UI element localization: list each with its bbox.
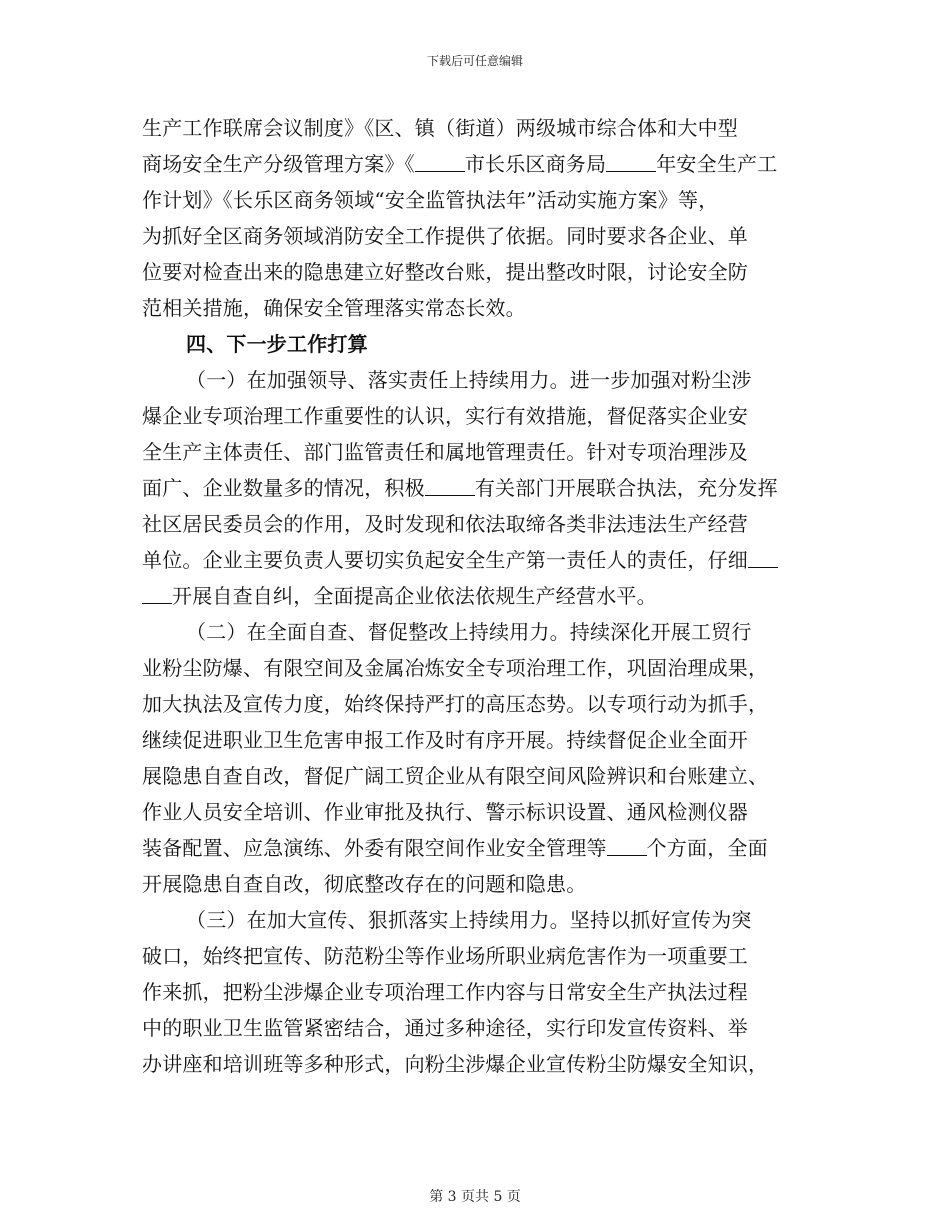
page-footer: 第 3 页共 5 页	[429, 1189, 521, 1205]
text-line: 作来抓，把粉尘涉爆企业专项治理工作内容与日常安全生产执法过程	[142, 980, 748, 1004]
text-line: 社区居民委员会的作用，及时发现和依法取缔各类非法违法生产经营	[142, 512, 748, 536]
text-line: 单位。企业主要负责人要切实负起安全生产第一责任人的责任，仔细	[142, 542, 808, 578]
text-line: 全生产主体责任、部门监管责任和属地管理责任。针对专项治理涉及	[142, 440, 748, 464]
text-line: 继续促进职业卫生危害申报工作及时有序开展。持续督促企业全面开	[142, 728, 748, 752]
blank-underline	[142, 585, 172, 604]
blank-underline	[415, 153, 465, 172]
text-line: 展隐患自查自改，督促广阔工贸企业从有限空间风险辨识和台账建立、	[142, 764, 769, 788]
text-line: 位要对检查出来的隐患建立好整改台账，提出整改时限，讨论安全防	[142, 260, 748, 284]
text-line: （二）在全面自查、督促整改上持续用力。持续深化开展工贸行	[186, 620, 752, 644]
text-line: 生产工作联席会议制度》《区、镇（街道）两级城市综合体和大中型	[142, 116, 738, 140]
document-body	[142, 110, 808, 1082]
text-line: 业粉尘防爆、有限空间及金属冶炼安全专项治理工作，巩固治理成果，	[142, 656, 769, 680]
section-heading: 四、下一步工作打算	[186, 332, 368, 356]
blank-underline	[425, 477, 475, 496]
text-line: 装备配置、应急演练、外委有限空间作业安全管理等 个方面，全面	[142, 836, 768, 860]
text-line: 为抓好全区商务领域消防安全工作提供了依据。同时要求各企业、单	[142, 224, 748, 248]
text-line: （三）在加大宣传、狠抓落实上持续用力。坚持以抓好宣传为突	[186, 908, 752, 932]
text-line: 作业人员安全培训、作业审批及执行、警示标识设置、通风检测仪器	[142, 800, 748, 824]
text-line: 办讲座和培训班等多种形式，向粉尘涉爆企业宣传粉尘防爆安全知识，	[142, 1052, 769, 1076]
text-line: 中的职业卫生监管紧密结合，通过多种途径，实行印发宣传资料、举	[142, 1016, 748, 1040]
text-line: 爆企业专项治理工作重要性的认识，实行有效措施，督促落实企业安	[142, 404, 748, 428]
text-line: 开展自查自纠，全面提高企业依法依规生产经营水平。	[142, 578, 808, 614]
blank-underline	[748, 549, 778, 568]
text-line: 开展隐患自查自改，彻底整改存在的问题和隐患。	[142, 872, 587, 896]
text-line: 破口，始终把宣传、防范粉尘等作业场所职业病危害作为一项重要工	[142, 944, 748, 968]
text-line: 范相关措施，确保安全管理落实常态长效。	[142, 296, 526, 320]
text-line: 加大执法及宣传力度，始终保持严打的高压态势。以专项行动为抓手，	[142, 692, 769, 716]
blank-underline	[606, 153, 656, 172]
page-header: 下载后可任意编辑	[426, 54, 523, 68]
text-line: 面广、企业数量多的情况，积极 有关部门开展联合执法，充分发挥	[142, 476, 778, 500]
blank-underline	[607, 837, 647, 856]
text-line: 商场安全生产分级管理方案》《 市长乐区商务局 年安全生产工	[142, 152, 778, 176]
text-line: （一）在加强领导、落实责任上持续用力。进一步加强对粉尘涉	[186, 368, 752, 392]
text-line: 作计划》《长乐区商务领域“安全监管执法年”活动实施方案》等，	[142, 188, 719, 212]
